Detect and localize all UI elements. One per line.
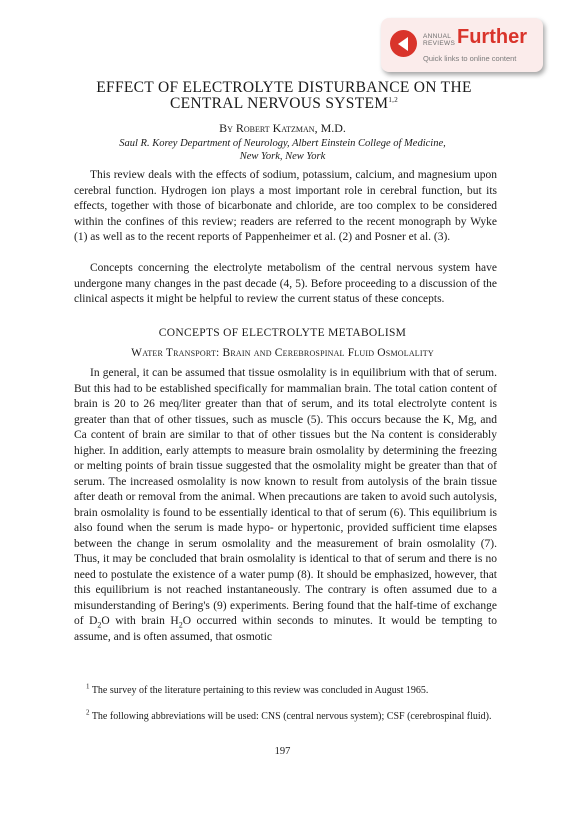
badge-further-text: Further xyxy=(457,26,527,48)
paragraph-intro: This review deals with the effects of sodium, potassium, calcium, and magnesium upon cerebral function. Hydrogen ion plays a most important role in cerebral function, but its effects, together with those of bicarbonate and chloride, are too complex to be considered within the confines of this review; readers are referred to the recent monograph by Wyke (1) as well as to the recent reports of Pappenheimer et al. (2) and Posner et al. (3). xyxy=(74,169,497,243)
paragraph-osmolality-part-c: O occurred within seconds to minutes. It would be tempting to assume, and is often assumed, that osmotic xyxy=(74,615,498,643)
paragraph-concepts: Concepts concerning the electrolyte metabolism of the central nervous system have undergone many changes in the past decade (4, 5). Before proceeding to a discussion of the clinical aspects it might be helpful to review the current status of these concepts. xyxy=(74,262,497,305)
section-heading: CONCEPTS OF ELECTROLYTE METABOLISM xyxy=(158,327,407,339)
article-title-line-2 xyxy=(60,95,508,113)
subscript-h2: 2 xyxy=(178,620,183,630)
badge-annual-text: ANNUAL xyxy=(423,33,452,40)
article-title-line-1: EFFECT OF ELECTROLYTE DISTURBANCE ON THE xyxy=(96,79,472,96)
author-name: Robert Katzman, M.D. xyxy=(235,121,346,135)
article-title-text: CENTRAL NERVOUS SYSTEM xyxy=(169,95,389,112)
page-number: 197 xyxy=(274,746,291,757)
paragraph-osmolality-part-a: In general, it can be assumed that tissue osmolality is in equilibrium with that of serum. But this had to be established specifically for mammalian brain. The total cation content of brain is 20 to 26 meq/liter greater than that of serum, and its total electrolyte content is greater than that of other tissues, such as muscle (5). This occurs because the K, Mg, and Ca content of brain are similar to that of other tissues but the Na content is considerably higher. In addition, early attempts to measure brain osmolality by determining the freezing or melting points of brain tissue suggested that the osmolality might be greater than that of serum. The increased osmolality is now known to result from autolysis of the brain tissue after death or removal from the animal. When precautions are taken to avoid such autolysis, brain osmolality is found to be essentially identical to that of serum (6). This equilibrium is also found when the serum is made hypo- or hypertonic, provided sufficient time elapses between the change in serum osmolality and the measurement of brain osmolality (7). Thus, it may be concluded that brain osmolality is identical to that of serum and there is no need to postulate the existence of a water pump (8). It should be emphasized, however, that this equilibrium is not reached instantaneously. The contrary is often assumed due to a misunderstanding of Bering's (9) experiments. Bering found that the half-time of exchange of D xyxy=(74,367,497,627)
footnote-1 xyxy=(74,684,497,697)
subsection-heading: Water Transport: Brain and Cerebrospinal Fluid Osmolality xyxy=(131,347,434,359)
footnote-1-text: The survey of the literature pertaining to this review was concluded in August 1965. xyxy=(91,685,429,696)
footnote-1-mark: 1 xyxy=(86,682,90,691)
play-arrow-icon xyxy=(390,30,417,57)
paragraph-osmolality-part-b: O with brain H xyxy=(101,615,179,627)
author-by: By xyxy=(219,121,233,135)
affiliation-line-2: New York, New York xyxy=(239,151,326,162)
footnote-2-mark: 2 xyxy=(86,708,90,717)
footnote-2-text: The following abbreviations will be used: CNS (central nervous system); CSF (cerebrospinal fluid). xyxy=(91,711,492,722)
subscript-d2: 2 xyxy=(97,620,102,630)
further-badge[interactable] xyxy=(381,18,543,72)
title-footnote-marks[interactable]: 1,2 xyxy=(388,95,398,104)
author-line xyxy=(0,121,565,136)
affiliation-line-1: Saul R. Korey Department of Neurology, Albert Einstein College of Medicine, xyxy=(119,138,446,149)
badge-subtitle: Quick links to online content xyxy=(423,54,517,63)
paragraph-osmolality xyxy=(74,366,497,645)
footnote-2 xyxy=(74,710,497,723)
badge-reviews-text: REVIEWS xyxy=(423,40,456,47)
